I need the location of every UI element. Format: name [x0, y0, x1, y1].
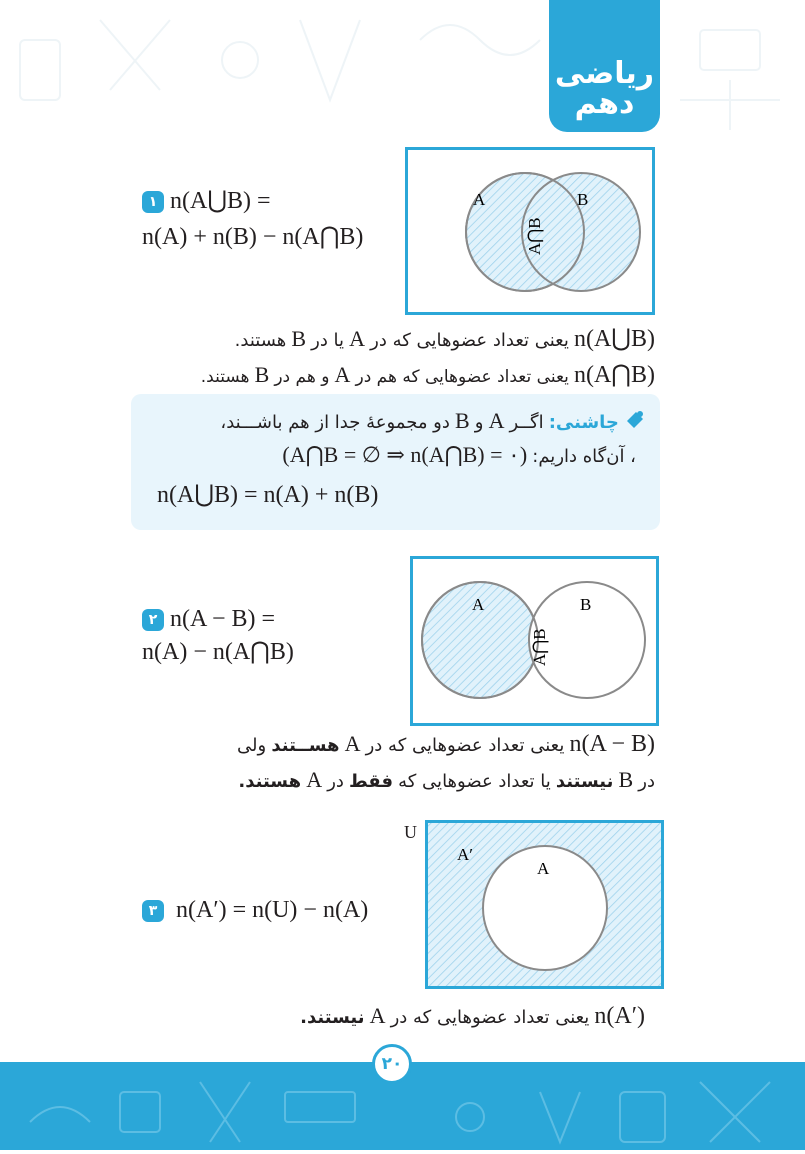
desc-difference-text4: در — [327, 771, 344, 792]
desc-difference-line1 — [237, 728, 655, 760]
tip-box — [131, 394, 660, 530]
venn3-label-a: A — [537, 859, 550, 878]
desc-intersection-text: یعنی تعداد عضوهایی که هم در — [355, 367, 569, 387]
formula-3-text: n(A′) = n(U) − n(A) — [176, 897, 369, 923]
desc-complement-math: n(A′) — [594, 1003, 645, 1029]
tip-line1-a: A — [488, 408, 505, 433]
desc-complement-a: A — [369, 1003, 386, 1028]
tip-line2-text: ، آن‌گاه داریم: — [532, 446, 636, 467]
formula-1-line2: n(A) + n(B) − n(A⋂B) — [142, 224, 364, 250]
background-doodles — [0, 0, 805, 140]
tip-line1 — [220, 406, 646, 436]
desc-union-end: هستند. — [234, 330, 287, 351]
formula-2-line1: n(A − B) = — [170, 606, 276, 632]
desc-difference-text1: یعنی تعداد عضوهایی که در — [365, 735, 565, 756]
desc-union-math: n(A⋃B) — [573, 326, 655, 352]
desc-union-b: B — [291, 326, 307, 351]
badge-3: ۳ — [142, 900, 164, 922]
desc-intersection-end: هستند. — [200, 367, 250, 387]
venn2-label-a: A — [472, 595, 485, 614]
spice-icon — [624, 409, 646, 439]
badge-2: ۲ — [142, 609, 164, 631]
page-number: ۲۰ — [372, 1044, 412, 1084]
venn-complement — [425, 820, 665, 990]
venn1-label-b: B — [577, 190, 589, 209]
desc-difference-math: n(A − B) — [569, 731, 655, 757]
desc-difference-bold3: فقط — [349, 771, 394, 792]
desc-intersection-math: n(A⋂B) — [573, 362, 655, 388]
tip-line3-math: n(A⋃B) = n(A) + n(B) — [157, 482, 379, 508]
desc-complement-bold: نیستند. — [300, 1007, 365, 1028]
venn3-label-u: U — [404, 822, 417, 842]
venn1-label-intersection: A⋂B — [525, 217, 544, 255]
desc-complement-text: یعنی تعداد عضوهایی که در — [390, 1007, 590, 1028]
badge-1: ۱ — [142, 191, 164, 213]
formula-1 — [142, 186, 363, 254]
desc-union-text: یعنی تعداد عضوهایی که در — [370, 330, 569, 351]
desc-difference-a: A — [344, 731, 361, 756]
subject-tab-line2: دهم — [574, 86, 635, 121]
venn1-label-a: A — [473, 190, 486, 209]
desc-difference-bold2: نیستند — [555, 771, 614, 792]
desc-intersection-mid: و هم در — [274, 367, 330, 387]
formula-2 — [142, 604, 294, 668]
desc-intersection-a: A — [334, 362, 351, 387]
subject-tab — [549, 0, 660, 132]
formula-1-line1: n(A⋃B) = — [170, 188, 271, 214]
venn3-label-a-prime: A′ — [457, 845, 473, 864]
venn2-label-intersection: A⋂B — [530, 628, 549, 666]
desc-intersection-b: B — [254, 362, 270, 387]
venn2-label-b: B — [580, 595, 592, 614]
tip-line1-text: اگــر — [509, 412, 544, 433]
desc-difference-bold4: هستند. — [238, 771, 302, 792]
desc-difference-b: B — [618, 767, 634, 792]
venn-difference — [410, 556, 659, 726]
tip-line1-rest: دو مجموعهٔ جدا از هم باشـــند، — [220, 412, 450, 433]
desc-difference-pre: در — [638, 771, 655, 792]
tip-line1-and: و — [474, 412, 484, 433]
desc-difference-text2: ولی — [237, 735, 267, 756]
desc-union-a: A — [349, 326, 366, 351]
venn-union — [405, 147, 655, 315]
desc-difference-bold1: هســتند — [271, 735, 340, 756]
desc-union-mid: یا در — [311, 330, 345, 351]
desc-complement — [300, 1000, 645, 1032]
desc-difference-line2 — [238, 764, 655, 796]
tip-line2 — [282, 440, 636, 470]
tip-title: چاشنی: — [548, 412, 619, 433]
tip-line2-math: (A⋂B = ∅ ⇒ n(A⋂B) = ۰) — [282, 442, 528, 467]
tip-line1-b: B — [454, 408, 470, 433]
desc-union — [235, 324, 655, 354]
desc-intersection — [201, 360, 655, 390]
subject-tab-line1: ریاضی — [554, 56, 655, 91]
formula-2-line2: n(A) − n(A⋂B) — [142, 639, 294, 665]
desc-difference-text3: یا تعداد عضوهایی که — [398, 771, 551, 792]
formula-3 — [142, 894, 368, 926]
desc-difference-a2: A — [306, 767, 323, 792]
